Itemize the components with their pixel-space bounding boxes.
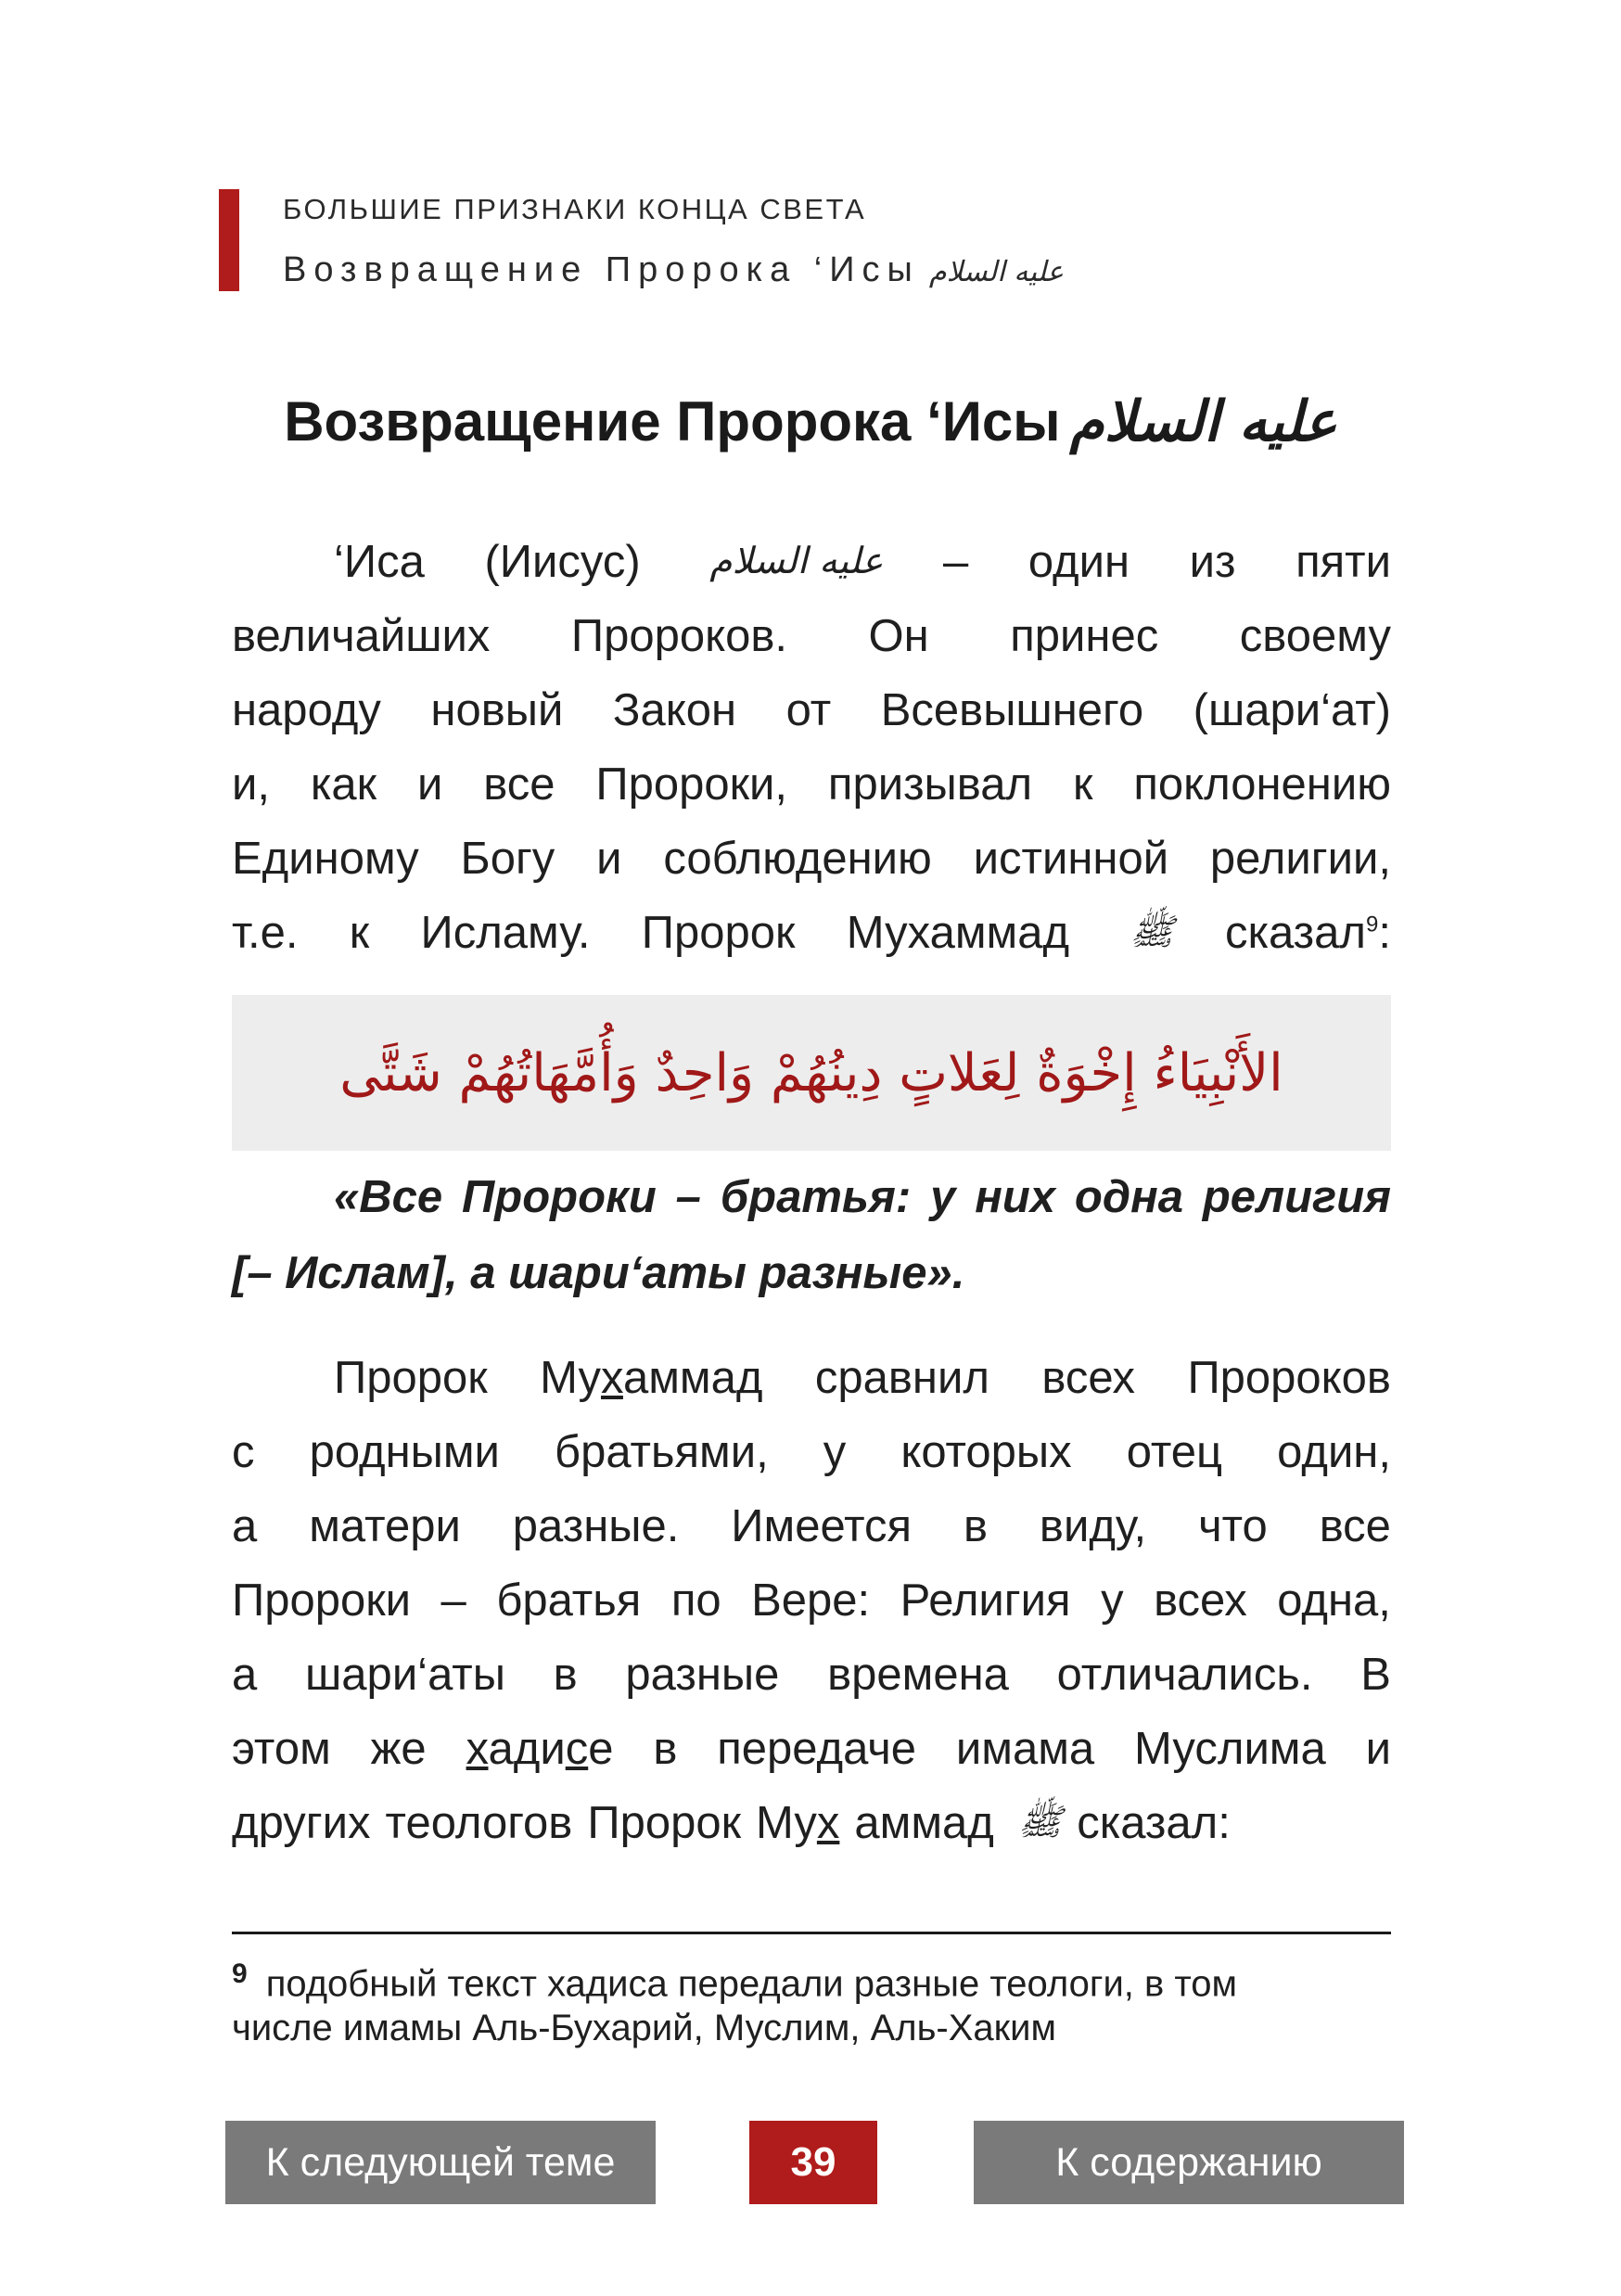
word: которых (900, 1427, 1072, 1477)
word: ‘Иса (334, 537, 425, 587)
word: принес (1010, 611, 1159, 661)
word: к (349, 908, 370, 958)
word: сказал (1224, 908, 1366, 958)
word: Пророки (232, 1575, 412, 1626)
word: Пророков (1187, 1353, 1391, 1403)
word: своему (1239, 611, 1391, 661)
word: разные. (512, 1501, 680, 1551)
word: сравнил (814, 1353, 989, 1403)
word: них (975, 1172, 1055, 1222)
word: сказал: (1077, 1798, 1231, 1848)
word: величайших (232, 611, 491, 661)
word: Пророки (462, 1172, 657, 1222)
footnote-line (232, 1947, 1391, 2005)
word: а (232, 1650, 258, 1700)
word: призывал (827, 759, 1033, 810)
word-with-footnote: сказал$^9$: (1224, 908, 1391, 958)
word: Муслима (1134, 1724, 1326, 1774)
word: Пророков. (570, 611, 788, 661)
word: т.е. (232, 908, 299, 958)
word: родными (309, 1427, 500, 1477)
salawat-icon: ﷺ (1130, 912, 1174, 953)
honorific-alayhi-salam-icon: عليه السلام (928, 256, 1064, 288)
word: и (1365, 1724, 1391, 1774)
hadith-arabic-text: الأَنْبِيَاءُ إِخْوَةٌ لِعَلاتٍ دِينُهُمْ وَاحِدٌ وَأُمَّهَاتُهُمْ شَتَّى (339, 1042, 1283, 1103)
paragraph-line (232, 525, 1391, 599)
word-muhammad: Мухаммад (540, 1353, 763, 1403)
word: Он (868, 611, 929, 661)
word: всех (1041, 1353, 1136, 1403)
word: что (1198, 1501, 1268, 1551)
word: теологов (385, 1798, 573, 1848)
word: одна, (1277, 1575, 1391, 1626)
word: Закон (612, 685, 737, 735)
word: виду, (1039, 1501, 1147, 1551)
word: по (670, 1575, 721, 1626)
word: разные (625, 1650, 780, 1700)
word: матери (309, 1501, 461, 1551)
word: все (1319, 1501, 1391, 1551)
word: братья (496, 1575, 642, 1626)
word: истинной (973, 834, 1169, 884)
word: все (483, 759, 555, 810)
word: – (675, 1172, 701, 1222)
word: Единому (232, 834, 419, 884)
word: (Иисус) (484, 537, 641, 587)
paragraph-line (232, 1489, 1391, 1563)
quote-line (232, 1159, 1391, 1235)
word: всех (1154, 1575, 1247, 1626)
word: Всевышнего (880, 685, 1144, 735)
word: других (232, 1798, 371, 1848)
word: – (942, 537, 969, 587)
header-subtitle-text: Возвращение Пророка ‘Исы (283, 250, 920, 289)
word: и, (232, 759, 270, 810)
word: братьями, (555, 1427, 769, 1477)
footnote-number: 9 (232, 1958, 248, 1989)
paragraph-line (232, 1712, 1391, 1786)
footnote (232, 1947, 1391, 2055)
paragraph-line (232, 1638, 1391, 1712)
hadith-translation (232, 1159, 1391, 1311)
word: же (370, 1724, 427, 1774)
header-section-title: БОЛЬШИЕ ПРИЗНАКИ КОНЦА СВЕТА (283, 193, 867, 225)
quote-line (232, 1235, 1391, 1311)
word: из (1189, 537, 1236, 587)
word: братья: (720, 1172, 912, 1222)
word: пяти (1296, 537, 1391, 587)
paragraph-line (232, 599, 1391, 673)
word: у (1101, 1575, 1124, 1626)
word: один, (1277, 1427, 1391, 1477)
word: Богу (460, 834, 555, 884)
paragraph-line (232, 896, 1391, 970)
word: один (1027, 537, 1130, 587)
word: этом (232, 1724, 331, 1774)
table-of-contents-button[interactable]: К содержанию (974, 2121, 1404, 2204)
paragraph-line (232, 1563, 1391, 1638)
word: новый (430, 685, 564, 735)
paragraph-2 (232, 1341, 1391, 1860)
paragraph-1 (232, 525, 1391, 970)
word: а (232, 1501, 258, 1551)
paragraph-line (232, 1415, 1391, 1489)
word: времена (827, 1650, 1009, 1700)
footnote-ref[interactable]: 9 (1365, 912, 1379, 938)
word: Пророки, (595, 759, 788, 810)
next-topic-button[interactable]: К следующей теме (225, 2121, 656, 2204)
word: Пророк (641, 908, 796, 958)
word: Мухаммад (846, 908, 1070, 958)
word: отец (1126, 1427, 1223, 1477)
word: в (553, 1650, 578, 1700)
paragraph-line (232, 747, 1391, 822)
word: – (440, 1575, 466, 1626)
word: религия (1202, 1172, 1391, 1222)
word: народу (232, 685, 381, 735)
page-title-text: Возвращение Пророка ‘Исы (284, 390, 1061, 453)
word: шари‘аты (305, 1650, 505, 1700)
footnote-line: числе имамы Аль-Бухарий, Муслим, Аль-Хаким (232, 2008, 1057, 2048)
hadith-arabic-box (232, 995, 1391, 1151)
footnote-text: подобный текст хадиса передали разные теологи, в том (265, 1963, 1237, 2005)
quote-line-text: [– Ислам], а шари‘аты разные». (232, 1248, 965, 1298)
word: и (416, 759, 443, 810)
paragraph-line (232, 1786, 1391, 1860)
honorific-alayhi-salam-icon: عليه السلام (1069, 389, 1337, 454)
word: в (653, 1724, 678, 1774)
word: к (1072, 759, 1093, 810)
word: Пророк (587, 1798, 742, 1848)
word: соблюдению (663, 834, 932, 884)
footnote-divider (232, 1932, 1391, 1934)
word: поклонению (1133, 759, 1391, 810)
word: «Все (334, 1172, 443, 1222)
word: передаче (717, 1724, 917, 1774)
word: Вере: (751, 1575, 871, 1626)
salawat-icon: ﷺ (1017, 1802, 1063, 1843)
word: религии, (1209, 834, 1391, 884)
word: имама (955, 1724, 1095, 1774)
header-subtitle (283, 250, 1064, 290)
word: отличались. (1056, 1650, 1313, 1700)
word: (шари‘ат) (1193, 685, 1391, 735)
word-hadith: хадисе (466, 1724, 614, 1774)
word: у (823, 1427, 847, 1477)
word: Имеется (731, 1501, 913, 1551)
word: Пророк (334, 1353, 488, 1403)
word: как (310, 759, 377, 810)
honorific-alayhi-salam-icon: عليه السلام (709, 541, 884, 582)
word: от (785, 685, 832, 735)
word: и (596, 834, 622, 884)
page-title (0, 389, 1621, 454)
word: Исламу. (420, 908, 591, 958)
word: В (1360, 1650, 1391, 1700)
page-number: 39 (749, 2121, 877, 2204)
word-muhammad: Мух аммад (756, 1798, 994, 1848)
word: Религия (900, 1575, 1071, 1626)
word: одна (1074, 1172, 1183, 1222)
paragraph-line (232, 822, 1391, 896)
word: в (963, 1501, 988, 1551)
paragraph-line (232, 1341, 1391, 1415)
word: с (232, 1427, 255, 1477)
paragraph-line (232, 673, 1391, 747)
word: у (930, 1172, 956, 1222)
header-accent-bar (219, 189, 239, 291)
